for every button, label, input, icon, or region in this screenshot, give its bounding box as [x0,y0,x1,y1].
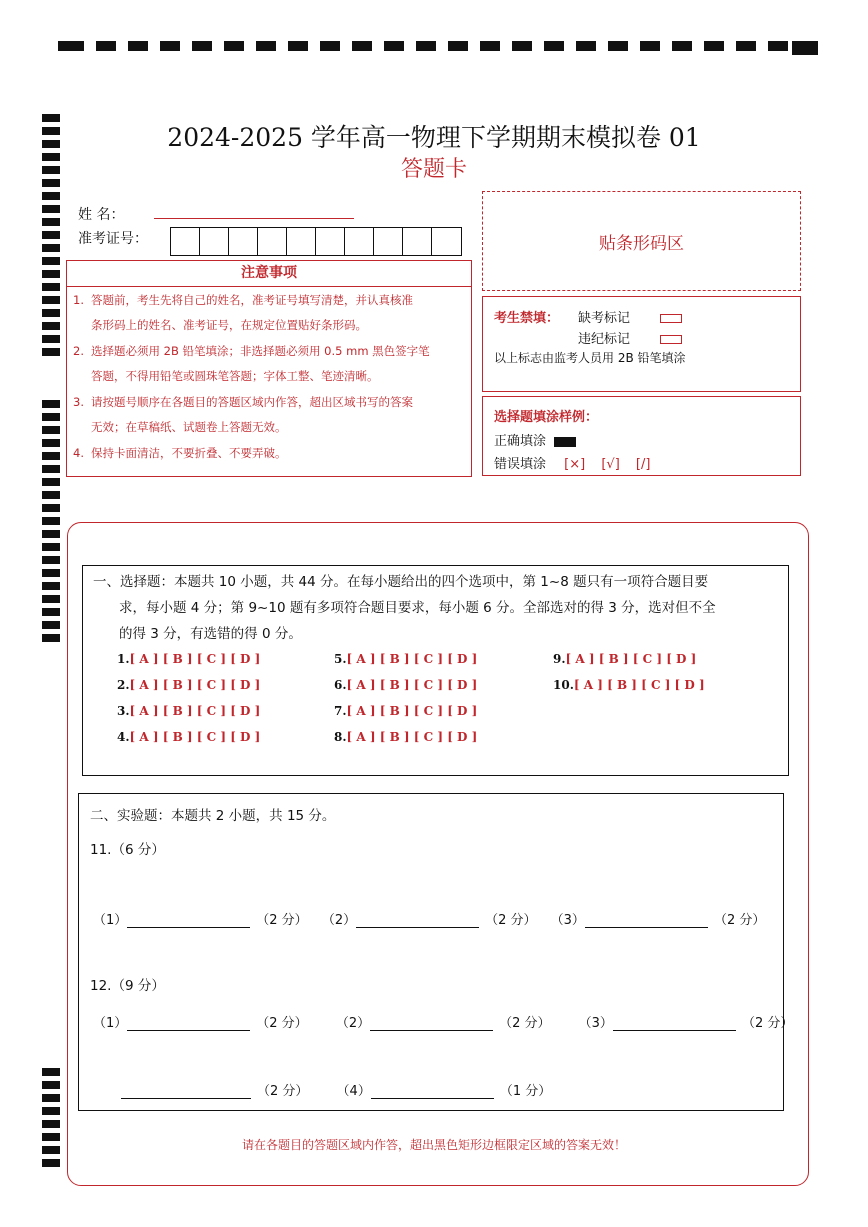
section-experiment [78,793,794,1111]
id-digit-box[interactable] [432,228,461,255]
q12-answer-row-1: （1） （2 分） （2） （2 分） （3） （2 分） [93,1016,794,1031]
notice-item: 1. 答题前，考生先将自己的姓名，准考证号填写清楚，并认真核准 条形码上的姓名、准考证号，在规定位置贴好条形码。 [73,293,413,332]
id-digit-box[interactable] [229,228,258,255]
q12-blank-3-cont[interactable] [121,1085,251,1099]
q11-blank-3[interactable] [585,914,708,928]
q12-blank-3[interactable] [613,1017,736,1031]
wrong-fill-mark: [√] [601,457,620,472]
proctor-box [482,296,801,392]
choice-row-8[interactable]: 8.[ A ] [ B ] [ C ] [ D ] [334,730,478,744]
violation-mark-label: 违纪标记 [578,332,631,347]
proctor-label: 考生禁填： [494,311,560,326]
choice-row-3[interactable]: 3.[ A ] [ B ] [ C ] [ D ] [117,704,261,718]
question-12-label: 12.（9 分） [90,978,165,994]
wrong-fill-label: 错误填涂 [494,457,547,472]
choice-row-5[interactable]: 5.[ A ] [ B ] [ C ] [ D ] [334,652,478,666]
section-choice-instructions: 一、选择题：本题共 10 小题，共 44 分。在每小题给出的四个选项中，第 1~8 题只有一项符合题目要 求，每小题 4 分；第 9~10 题有多项符合题目要求，每小题 6 分。全部选对的得 3 分，选对但不全 的得 3 分，有选错的得 0 分。 [93,574,716,642]
barcode-area [482,191,801,291]
absent-mark-label: 缺考标记 [578,311,631,326]
correct-fill-label: 正确填涂 [494,434,547,449]
id-digit-box[interactable] [345,228,374,255]
notice-item: 2. 选择题必须用 2B 铅笔填涂；非选择题必须用 0.5 mm 黑色签字笔 答题，不得用铅笔或圆珠笔答题；字体工整、笔迹清晰。 [73,344,430,383]
q11-blank-1[interactable] [127,914,250,928]
fill-sample-box [482,396,801,476]
choice-row-6[interactable]: 6.[ A ] [ B ] [ C ] [ D ] [334,678,478,692]
wrong-fill-mark: [×] [564,457,586,472]
section-experiment-heading: 二、实验题：本题共 2 小题，共 15 分。 [90,808,336,824]
barcode-label: 贴条形码区 [599,233,684,254]
choice-row-1[interactable]: 1.[ A ] [ B ] [ C ] [ D ] [117,652,261,666]
notice-item: 4. 保持卡面清洁，不要折叠、不要弄破。 [73,446,287,460]
page-subtitle: 答题卡 [400,157,467,182]
choice-row-7[interactable]: 7.[ A ] [ B ] [ C ] [ D ] [334,704,478,718]
notice-box [66,260,472,477]
id-digit-box[interactable] [258,228,287,255]
name-label: 姓 名： [78,207,125,223]
notice-heading: 注意事项 [67,261,471,287]
question-11-label: 11.（6 分） [90,842,165,858]
name-field[interactable] [154,218,354,219]
choice-row-4[interactable]: 4.[ A ] [ B ] [ C ] [ D ] [117,730,261,744]
exam-id-label: 准考证号： [78,231,148,247]
correct-fill-mark [554,437,576,447]
exam-id-boxes[interactable] [170,227,462,256]
choice-row-10[interactable]: 10.[ A ] [ B ] [ C ] [ D ] [553,678,705,692]
q12-blank-2[interactable] [370,1017,493,1031]
id-digit-box[interactable] [316,228,345,255]
top-timing-marks [58,41,818,55]
left-timing-marks-middle [42,400,60,647]
section-choice [82,565,789,776]
id-digit-box[interactable] [200,228,229,255]
choice-row-2[interactable]: 2.[ A ] [ B ] [ C ] [ D ] [117,678,261,692]
notice-item: 3. 请按题号顺序在各题目的答题区域内作答，超出区域书写的答案 无效；在草稿纸、试题卷上答题无效。 [73,395,413,434]
q11-answer-row: （1） （2 分） （2） （2 分） （3） （2 分） [93,913,766,928]
id-digit-box[interactable] [287,228,316,255]
id-digit-box[interactable] [403,228,432,255]
violation-mark-box[interactable] [660,335,682,344]
absent-mark-box[interactable] [660,314,682,323]
q12-blank-4[interactable] [371,1085,494,1099]
left-timing-marks-lower [42,1068,60,1172]
footer-warning: 请在各题目的答题区域内作答，超出黑色矩形边框限定区域的答案无效！ [241,1138,626,1152]
q12-answer-row-2: （2 分） （4） （1 分） [121,1080,551,1099]
sample-title: 选择题填涂样例： [494,410,599,425]
choice-row-9[interactable]: 9.[ A ] [ B ] [ C ] [ D ] [553,652,697,666]
wrong-fill-mark: [/] [635,457,651,472]
proctor-note: 以上标志由监考人员用 2B 铅笔填涂 [494,351,686,365]
q12-blank-1[interactable] [127,1017,250,1031]
id-digit-box[interactable] [374,228,403,255]
id-digit-box[interactable] [171,228,200,255]
q11-blank-2[interactable] [356,914,479,928]
page-title: 2024-2025 学年高一物理下学期期末模拟卷 01 [167,123,701,152]
